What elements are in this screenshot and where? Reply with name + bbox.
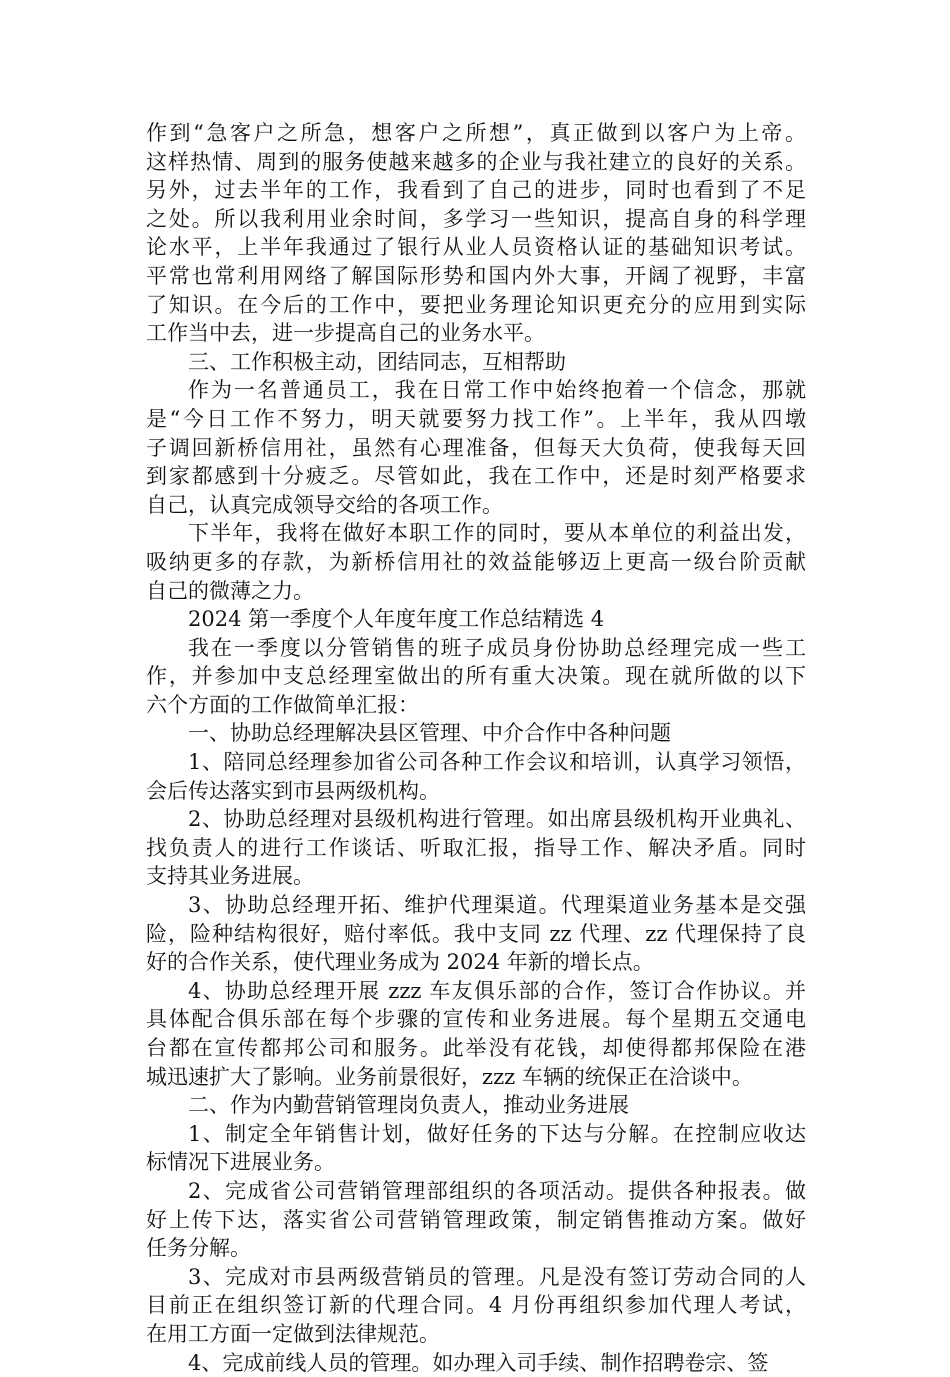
text-line: 好上传下达，落实省公司营销管理政策，制定销售推动方案。做好 [146,1207,806,1232]
text-line: 论水平，上半年我通过了银行从业人员资格认证的基础知识考试。 [146,235,806,260]
paragraph-first-line: 4、协助总经理开展 zzz 车友俱乐部的合作，签订合作协议。并 [188,978,806,1003]
text-line: 具体配合俱乐部在每个步骤的宣传和业务进展。每个星期五交通电 [146,1007,806,1032]
paragraph-first-line: 2、完成省公司营销管理部组织的各项活动。提供各种报表。做 [188,1178,806,1203]
text-line: 吸纳更多的存款，为新桥信用社的效益能够迈上更高一级台阶贡献 [146,549,806,574]
paragraph-first-line: 作为一名普通员工，我在日常工作中始终抱着一个信念，那就 [188,378,806,403]
paragraph-first-line: 4、完成前线人员的管理。如办理入司手续、制作招聘卷宗、签 [188,1350,769,1375]
text-line: 到家都感到十分疲乏。尽管如此，我在工作中，还是时刻严格要求 [146,464,806,489]
text-line: 这样热情、周到的服务使越来越多的企业与我社建立的良好的关系。 [146,149,806,174]
text-line: 标情况下进展业务。 [146,1150,335,1175]
text-line: 是“今日工作不努力，明天就要努力找工作”。上半年，我从四墩 [146,406,806,431]
paragraph-first-line: 二、作为内勤营销管理岗负责人，推动业务进展 [188,1093,629,1118]
paragraph-first-line: 1、制定全年销售计划，做好任务的下达与分解。在控制应收达 [188,1121,806,1146]
text-line: 险，险种结构很好，赔付率低。我中支同 zz 代理、zz 代理保持了良 [146,921,806,946]
text-line: 工作当中去，进一步提高自己的业务水平。 [146,321,545,346]
text-line: 自己，认真完成领导交给的各项工作。 [146,492,503,517]
paragraph-first-line: 2、协助总经理对县级机构进行管理。如出席县级机构开业典礼、 [188,807,806,832]
text-line: 子调回新桥信用社，虽然有心理准备，但每天大负荷，使我每天回 [146,435,806,460]
paragraph-first-line: 3、协助总经理开拓、维护代理渠道。代理渠道业务基本是交强 [188,893,806,918]
text-line: 自己的微薄之力。 [146,578,314,603]
text-line: 作，并参加中支总经理室做出的所有重大决策。现在就所做的以下 [146,664,806,689]
paragraph-first-line: 下半年，我将在做好本职工作的同时，要从本单位的利益出发， [188,521,806,546]
text-line: 好的合作关系，使代理业务成为 2024 年新的增长点。 [146,950,654,975]
text-line: 在用工方面一定做到法律规范。 [146,1321,440,1346]
paragraph-first-line: 三、工作积极主动，团结同志，互相帮助 [188,349,566,374]
text-line: 作到“急客户之所急，想客户之所想”，真正做到以客户为上帝。 [146,121,806,145]
text-line: 任务分解。 [146,1236,251,1261]
paragraph-first-line: 1、陪同总经理参加省公司各种工作会议和培训，认真学习领悟， [188,750,806,775]
text-line: 台都在宣传都邦公司和服务。此举没有花钱，却使得都邦保险在港 [146,1036,806,1060]
text-line: 会后传达落实到市县两级机构。 [146,778,440,803]
paragraph-first-line: 一、协助总经理解决县区管理、中介合作中各种问题 [188,721,671,746]
text-line: 六个方面的工作做简单汇报： [146,692,419,717]
text-line: 城迅速扩大了影响。业务前景很好，zzz 车辆的统保正在洽谈中。 [146,1064,753,1089]
text-line: 支持其业务进展。 [146,864,314,889]
paragraph-first-line: 我在一季度以分管销售的班子成员身份协助总经理完成一些工 [188,635,806,660]
paragraph-first-line: 2024 第一季度个人年度年度工作总结精选 4 [188,607,605,632]
text-line: 另外，过去半年的工作，我看到了自己的进步，同时也看到了不足 [146,178,806,203]
text-line: 了知识。在今后的工作中，要把业务理论知识更充分的应用到实际 [146,292,806,317]
text-line: 找负责人的进行工作谈话、听取汇报，指导工作、解决矛盾。同时 [146,835,806,860]
text-line: 平常也常利用网络了解国际形势和国内外大事，开阔了视野，丰富 [146,263,806,288]
text-line: 之处。所以我利用业余时间，多学习一些知识，提高自身的科学理 [146,206,806,231]
text-line: 目前正在组织签订新的代理合同。4 月份再组织参加代理人考试， [146,1293,806,1318]
document-body [146,119,806,1377]
paragraph-first-line: 3、完成对市县两级营销员的管理。凡是没有签订劳动合同的人 [188,1264,806,1289]
